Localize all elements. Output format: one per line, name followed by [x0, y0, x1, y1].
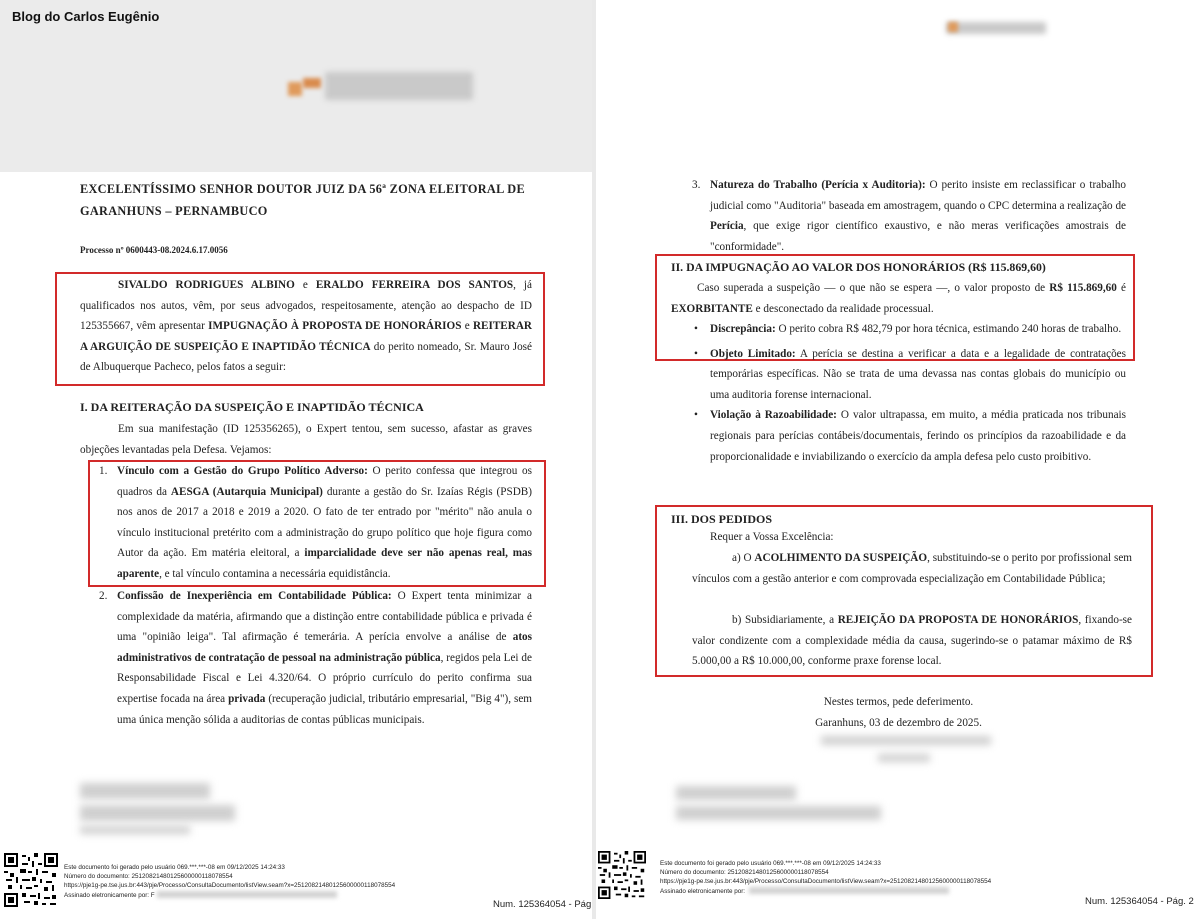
list-item-1-text-3: , e tal vínculo contamina a necessária equidistância. [159, 567, 391, 580]
pedido-b-text-1: b) Subsidiariamente, a [732, 614, 838, 626]
list-item-3-bold-2: Perícia [710, 220, 744, 233]
footer-info [64, 863, 395, 900]
intro-text-2: e [461, 320, 473, 333]
section-3-intro [710, 527, 1130, 548]
title-line-2: GARANHUNS – PERNAMBUCO [80, 204, 268, 218]
bullet-title: Discrepância: [710, 323, 776, 335]
bullet-list [692, 319, 1126, 467]
list-item-2-number: 2. [99, 590, 108, 602]
redacted-header-logo [946, 22, 1046, 34]
qr-code-icon [4, 853, 58, 907]
bullet-dot-icon: • [694, 347, 698, 360]
bullet-item-razoabilidade [692, 405, 1126, 467]
conjunction: e [294, 279, 316, 291]
list-item-1-text-2: durante a gestão do Sr. Izaías Régis (PSDB) nos anos de 2017 a 2018 e 2019 a 2020. O fato de ter entrado por "mérito" não anula o vínculo institucional pretérito com a administração do grupo político que hoje figura como Autor da ação. Em matéria eleitoral, a [117, 485, 532, 560]
list-item-3-title: Natureza do Trabalho (Perícia x Auditoria): [710, 179, 926, 191]
bullet-title: Violação à Razoabilidade: [710, 409, 837, 422]
footer-line-2: Número do documento: 25120821480125600000118078554 [660, 869, 829, 877]
redacted-signature [676, 786, 796, 800]
redacted-signature [80, 783, 210, 799]
list-item-2-title: Confissão de Inexperiência em Contabilidade Pública: [117, 590, 392, 602]
page-number-footer: Num. 125364054 - Pág [493, 899, 592, 910]
logo-mark-icon [288, 82, 302, 96]
list-item-3-text-1: O perito insiste em reclassificar o trabalho judicial como "Auditoria" baseada em amostragem, quando o CPC determina a realização de [710, 179, 1126, 212]
page-number-footer: Num. 125364054 - Pág. 2 [1085, 896, 1194, 907]
section-1-intro-text: Em sua manifestação (ID 125356265), o Expert tentou, sem sucesso, afastar as graves objeções levantadas pela Defesa. Vejamos: [80, 423, 532, 456]
section-1-heading: I. DA REITERAÇÃO DA SUSPEIÇÃO E INAPTIDÃO TÉCNICA [80, 400, 424, 414]
bullet-item-discrepancia [692, 319, 1126, 340]
list-item-2-text-3: (recuperação judicial, tributário empresarial, "Big 4"), sem uma única menção sólida a auditorias de contas públicas municipais. [117, 692, 532, 726]
bullet-text: A perícia se destina a verificar a data e a legalidade de contratações temporárias específicas. Não se trata de uma devassa nas contas globais do município ou uma auditoria forense internacional. [710, 347, 1126, 401]
footer-line-4: Assinado eletronicamente por: [660, 887, 746, 895]
redacted-signer [157, 891, 337, 898]
bullet-text: O perito cobra R$ 482,79 por hora técnica, estimando 240 horas de trabalho. [775, 323, 1122, 335]
redacted-signature [676, 806, 881, 820]
section-2-text-2: é [1116, 282, 1126, 294]
redacted-signature [80, 826, 190, 834]
pedido-b-bold: REJEIÇÃO DA PROPOSTA DE HONORÁRIOS [837, 614, 1079, 626]
intro-paragraph [80, 275, 532, 378]
footer-line-2: Número do documento: 25120821480125600000118078554 [64, 873, 233, 881]
list-item-3 [692, 175, 1126, 257]
bullet-text: O valor ultrapassa, em muito, a média praticada nos tribunais regionais para perícias contábeis/documentais, ferindo os princípios da razoabilidade e da proporcionalidade e inviabilizando o exercício da ampla defesa pelo custo proibitivo. [710, 409, 1126, 463]
list-item-1-text-1: O perito confessa que integrou os quadros da [117, 465, 532, 498]
bullet-dot-icon: • [694, 409, 698, 422]
pedido-a-text-1: a) O [732, 552, 755, 564]
bullet-item-objeto [692, 344, 1126, 406]
list-item-2-text-1: O Expert tenta minimizar a complexidade da matéria, afirmando que a distinção entre contabilidade pública e privada é uma "opinião leiga". Tal afirmação é temerária. A perícia envolve a análise de [117, 590, 532, 644]
section-1-intro [80, 419, 532, 460]
process-number: Processo nº 0600443-08.2024.6.17.0056 [80, 245, 228, 255]
closing-line-1: Nestes termos, pede deferimento. [823, 696, 974, 708]
bullet-dot-icon: • [694, 323, 698, 335]
bullet-title: Objeto Limitado: [710, 347, 796, 360]
list-item-1-title: Vínculo com a Gestão do Grupo Político Adverso: [117, 465, 368, 477]
list-item-2-bold-3: privada [228, 692, 266, 705]
closing-line-2: Garanhuns, 03 de dezembro de 2025. [815, 716, 982, 729]
intro-text-3: do perito nomeado, Sr. Mauro José de Albuquerque Pacheco, pelos fatos a seguir: [80, 340, 533, 374]
intro-text-1: , já qualificados nos autos, vêm, por seus advogados, respeitosamente, atenção ao despacho de ID 125355667, vêm apresentar [80, 279, 533, 333]
letterhead-banner [0, 0, 592, 172]
footer-line-1: Este documento foi gerado pelo usuário 069.***.***-08 em 09/12/2025 14:24:33 [64, 864, 285, 871]
list-item-1-number: 1. [99, 465, 108, 477]
list-item-1 [99, 461, 532, 585]
pedido-a-text-2: , substituindo-se o perito por profissional sem vínculos com a gestão anterior e com comprovada especialização em Contabilidade Pública; [692, 552, 1132, 585]
blog-tag: Blog do Carlos Eugênio [12, 9, 160, 24]
list-item-2-bold-2: atos administrativos de contratação de pessoal na administração pública [117, 631, 532, 664]
logo-mark-icon [948, 22, 958, 32]
list-item-1-bold-3: imparcialidade deve ser não apenas real, mas aparente [117, 547, 533, 580]
intro-bold-2: REITERAR A ARGUIÇÃO DE SUSPEIÇÃO E INAPTIDÃO TÉCNICA [80, 320, 532, 353]
footer-line-4: Assinado eletronicamente por: F [64, 891, 155, 899]
footer-line-3: https://pje1g-pe.tse.jus.br:443/pje/Processo/ConsultaDocumento/listView.seam?x=25120821480125600000118078554 [64, 882, 396, 890]
pedido-a [692, 548, 1132, 589]
logo-mark-icon [303, 78, 321, 88]
party-name-1: SIVALDO RODRIGUES ALBINO [118, 279, 295, 291]
redacted-signer [749, 887, 949, 894]
section-2-paragraph [671, 278, 1126, 319]
section-3-intro-text: Requer a Vossa Excelência: [710, 531, 834, 543]
redacted-logo-text [325, 72, 473, 100]
document-page-2 [596, 0, 1200, 919]
pedido-b-text-2: , fixando-se valor condizente com a complexidade média da causa, sugerindo-se o patamar máximo de R$ 5.000,00 a R$ 10.000,00, conforme praxe forense local. [692, 614, 1132, 668]
title-line-1: EXCELENTÍSSIMO SENHOR DOUTOR JUIZ DA 56ª ZONA ELEITORAL DE [80, 182, 525, 196]
document-page-1 [0, 0, 592, 919]
intro-bold-1: IMPUGNAÇÃO À PROPOSTA DE HONORÁRIOS [208, 320, 462, 333]
redacted-signature [80, 805, 235, 821]
qr-code-icon [598, 851, 646, 899]
closing [671, 692, 1126, 733]
party-name-2: ERALDO FERREIRA DOS SANTOS [315, 279, 514, 291]
document-title [80, 178, 540, 222]
section-2-heading: II. DA IMPUGNAÇÃO AO VALOR DOS HONORÁRIOS (R$ 115.869,60) [671, 260, 1046, 274]
list-item-3-text-2: , que exige rigor científico exaustivo, e não meras verificações amostrais de "conformidade". [710, 220, 1126, 253]
section-2-text-3: e desconectado da realidade processual. [752, 302, 934, 315]
footer-line-3: https://pje1g-pe.tse.jus.br:443/pje/Processo/ConsultaDocumento/listView.seam?x=25120821480125600000118078554 [660, 878, 992, 886]
footer-line-1: Este documento foi gerado pelo usuário 069.***.***-08 em 09/12/2025 14:24:33 [660, 860, 881, 867]
list-item-3-number: 3. [692, 179, 701, 191]
exorbitante-label: EXORBITANTE [671, 302, 753, 315]
redacted-lawyer-name [821, 736, 991, 745]
section-3-heading: III. DOS PEDIDOS [671, 512, 773, 526]
list-item-1-bold-2: AESGA (Autarquia Municipal) [170, 485, 323, 498]
footer-info [660, 859, 991, 896]
section-2-text-1: Caso superada a suspeição — o que não se espera —, o valor proposto de [697, 282, 1050, 294]
list-item-2-text-2: , regidos pela Lei de Responsabilidade Fiscal e Lei 4.320/64. O próprio currículo do perito confirma sua expertise focada na área [117, 651, 532, 705]
list-item-2 [99, 586, 532, 730]
pedido-b [692, 610, 1132, 672]
redacted-oab [878, 754, 930, 762]
pedido-a-bold: ACOLHIMENTO DA SUSPEIÇÃO [754, 552, 928, 564]
honorarios-value: R$ 115.869,60 [1049, 282, 1117, 294]
